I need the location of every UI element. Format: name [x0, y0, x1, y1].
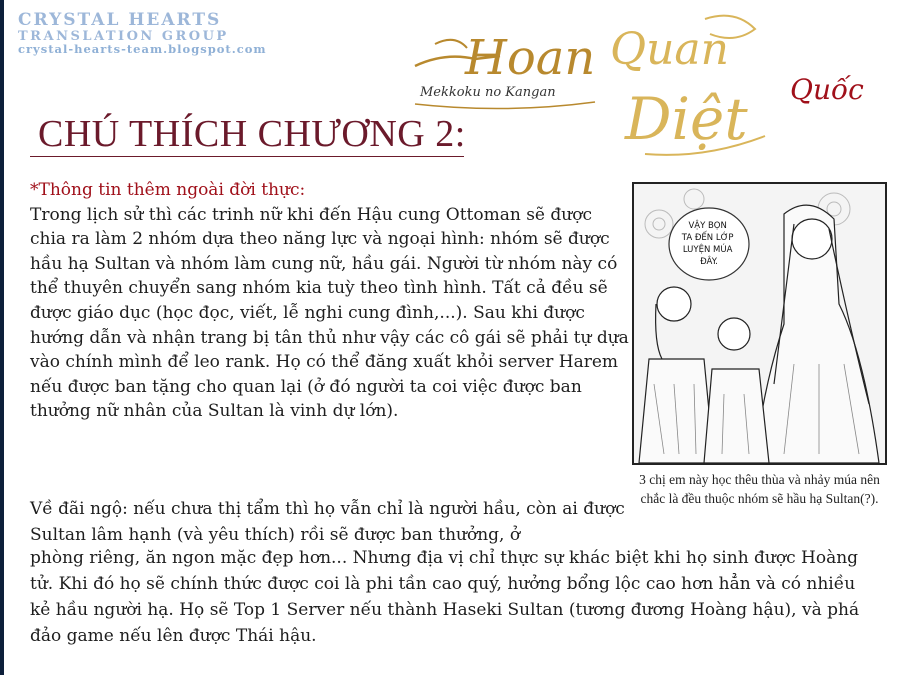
speech-bubble-text: VẬY BỌN TA ĐẾN LỚP LUYỆN MÚA ĐÂY.	[681, 221, 734, 267]
team-group: TRANSLATION GROUP	[18, 28, 229, 44]
left-edge-bar	[0, 0, 4, 675]
team-name: CRYSTAL HEARTS	[18, 10, 222, 30]
title-underline	[30, 156, 464, 157]
series-logo	[405, 4, 890, 164]
page-title: CHÚ THÍCH CHƯƠNG 2:	[38, 113, 466, 155]
logo-title-b: Quan	[610, 24, 729, 75]
logo-title-d: Quốc	[790, 73, 864, 106]
paragraph-2-lead: Về đãi ngộ: nếu chưa thị tẩm thì họ vẫn chỉ là người hầu, còn ai được Sultan lâm hạnh (và yêu thích) rồi sẽ được ban thưởng, ở	[30, 499, 625, 545]
manga-illustration	[634, 184, 885, 463]
speech-bubble	[669, 208, 749, 280]
section-label: *Thông tin thêm ngoài đời thực:	[30, 180, 306, 200]
logo-title-a: Hoan	[465, 30, 596, 86]
manga-panel	[632, 182, 887, 465]
paragraph-1: Trong lịch sử thì các trinh nữ khi đến Hậu cung Ottoman sẽ được chia ra làm 2 nhóm dựa theo năng lực và ngoại hình: nhóm sẽ được hầu hạ Sultan và nhóm làm cung nữ, hầu gái. Người từ nhóm này có thể thuyên chuyển sang nhóm kia tuỳ theo tình hình. Tất cả đều sẽ được giáo dục (học đọc, viết, lễ nghi cung đình,...). Sau khi được hướng dẫn và nhận trang bị tân thủ như vậy các cô gái sẽ phải tự dựa vào chính mình để leo rank. Họ có thể đăng xuất khỏi server Harem nếu được ban tặng cho quan lại (ở đó người ta coi việc được ban thưởng nữ nhân của Sultan là vinh dự lớn).	[30, 204, 629, 422]
team-url: crystal-hearts-team.blogspot.com	[18, 42, 267, 57]
team-credit	[18, 12, 267, 56]
paragraph-2-rest: phòng riêng, ăn ngon mặc đẹp hơn... Nhưng địa vị chỉ thực sự khác biệt khi họ sinh được Hoàng tử. Khi đó họ sẽ chính thức được coi là phi tần cao quý, hưởng bổng lộc cao hơn hẳn và có nhiều kẻ hầu người hạ. Họ sẽ Top 1 Server nếu thành Haseki Sultan (tương đương Hoàng hậu), và phá đảo game nếu lên được Thái hậu.	[30, 548, 860, 646]
notes-block	[30, 178, 630, 424]
logo-subtitle: Mekkoku no Kangan	[420, 85, 556, 100]
image-caption: 3 chị em này học thêu thùa và nhảy múa nên chắc là đều thuộc nhóm sẽ hầu hạ Sultan(?).	[639, 472, 880, 506]
logo-title-c: Diệt	[625, 85, 748, 153]
